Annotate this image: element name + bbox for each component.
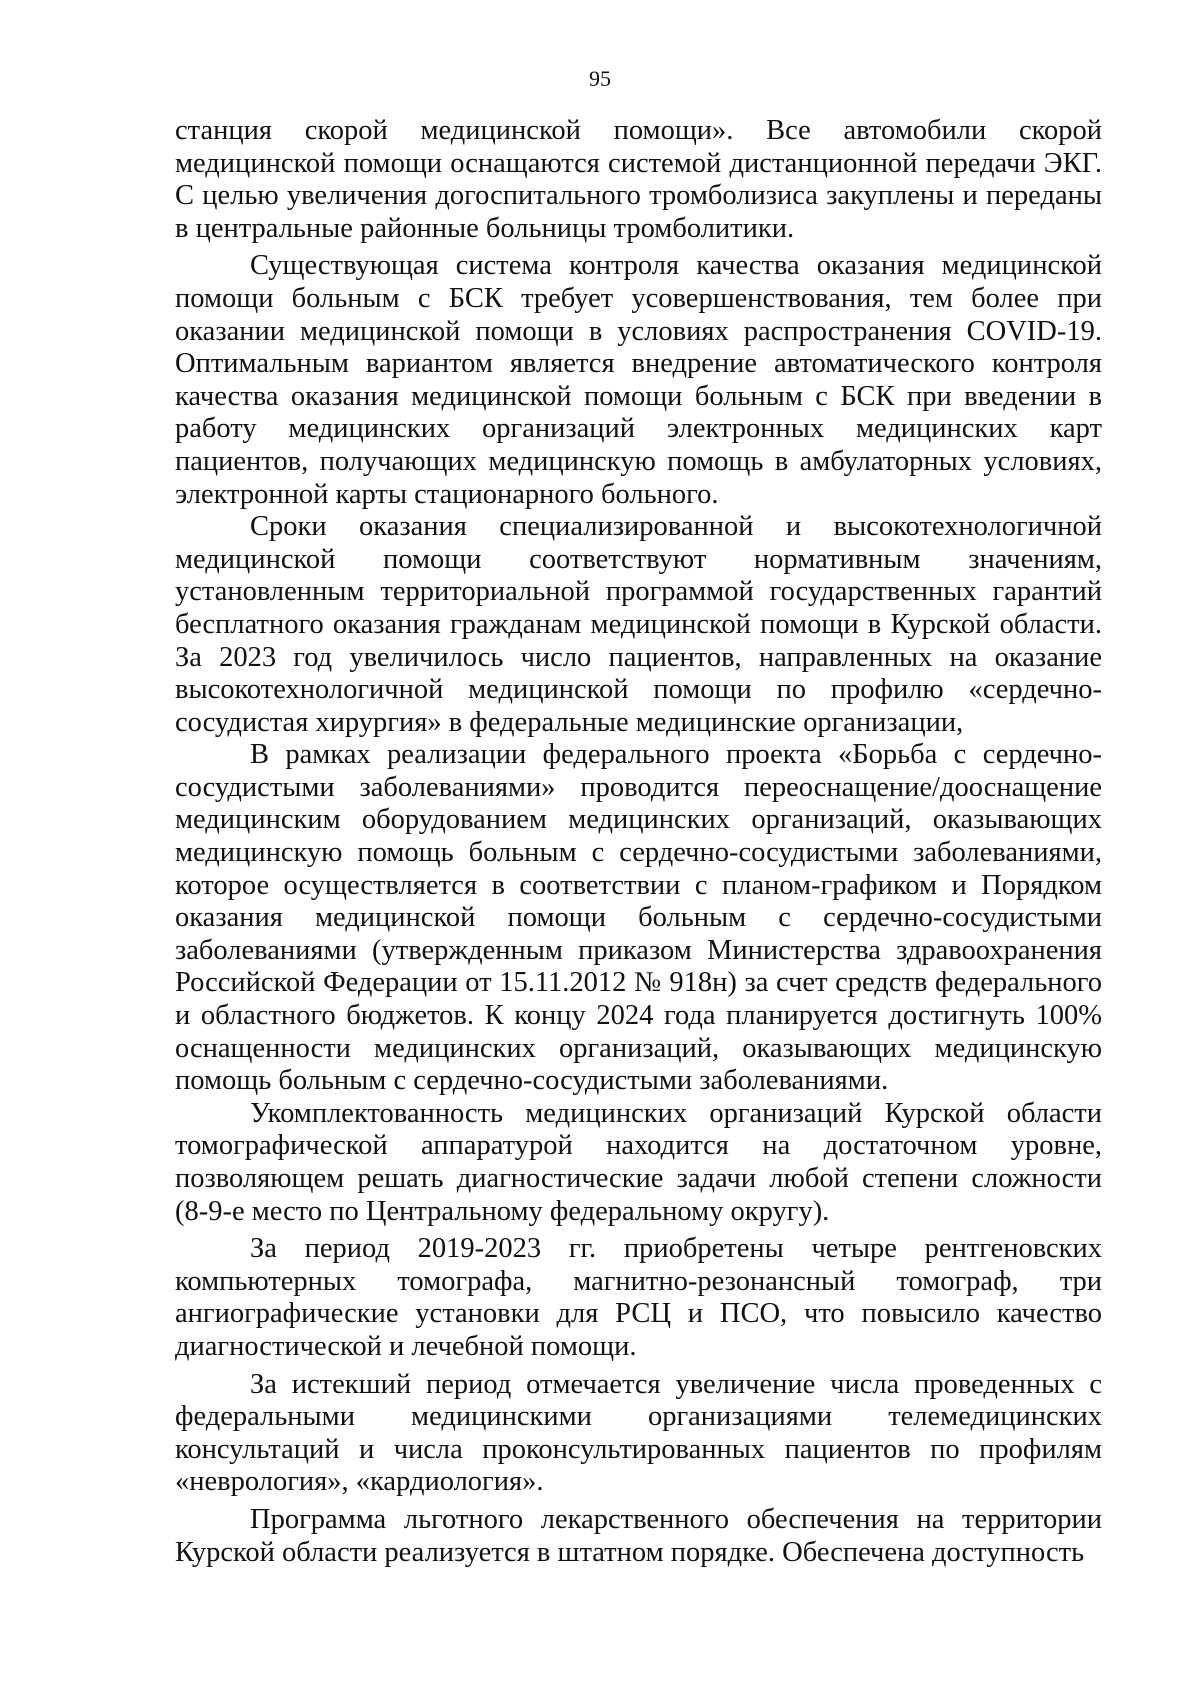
page-number: 95 xyxy=(589,66,611,91)
paragraph-specialized-care-terms: Сроки оказания специализированной и высокотехнологичной медицинской помощи соответствуют нормативным значениям, установленным территориальной программой государственных гарантий бесплатного оказания гражданам медицинской помощи в Курской области. За 2023 год увеличилось число пациентов, направленных на оказание высокотехнологичной медицинской помощи по профилю «сердечно-сосудистая хирургия» в федеральные медицинские организации, xyxy=(175,511,1102,738)
paragraph-federal-project: В рамках реализации федерального проекта «Борьба с сердечно-сосудистыми заболеваниями» проводится переоснащение/дооснащение медицинским оборудованием медицинских организаций, оказывающих медицинскую помощь больным с сердечно-сосудистыми заболеваниями, которое осуществляется в соответствии с планом-графиком и Порядком оказания медицинской помощи больным с сердечно-сосудистыми заболеваниями (утвержденным приказом Министерства здравоохранения Российской Федерации от 15.11.2012 № 918н) за счет средств федерального и областного бюджетов. К концу 2024 года планируется достигнуть 100% оснащенности медицинских организаций, оказывающих медицинскую помощь больным с сердечно-сосудистыми заболеваниями. xyxy=(175,739,1102,1097)
paragraph-tomography-equipment: Укомплектованность медицинских организаций Курской области томографической аппаратурой находится на достаточном уровне, позволяющем решать диагностические задачи любой степени сложности (8-9-е место по Центральному федеральному округу). xyxy=(175,1097,1102,1227)
paragraph-telemedicine: За истекший период отмечается увеличение числа проведенных с федеральными медицинскими организациями телемедицинских консультаций и числа проконсультированных пациентов по профилям «неврология», «кардиология». xyxy=(175,1368,1102,1498)
paragraph-ambulance-ecg: станция скорой медицинской помощи». Все автомобили скорой медицинской помощи оснащаются системой дистанционной передачи ЭКГ. С целью увеличения догоспитального тромболизиса закуплены и переданы в центральные районные больницы тромболитики. xyxy=(175,115,1102,244)
paragraph-quality-control: Существующая система контроля качества оказания медицинской помощи больным с БСК требует усовершенствования, тем более при оказании медицинской помощи в условиях распространения COVID-19. Оптимальным вариантом является внедрение автоматического контроля качества оказания медицинской помощи больным с БСК при введении в работу медицинских организаций электронных медицинских карт пациентов, получающих медицинскую помощь в амбулаторных условиях, электронной карты стационарного больного. xyxy=(175,250,1102,510)
paragraph-acquired-equipment: За период 2019-2023 гг. приобретены четыре рентгеновских компьютерных томографа, магнитно-резонансный томограф, три ангиографические установки для РСЦ и ПСО, что повысило качество диагностической и лечебной помощи. xyxy=(175,1233,1102,1362)
paragraph-drug-provision: Программа льготного лекарственного обеспечения на территории Курской области реализуется в штатном порядке. Обеспечена доступность xyxy=(175,1503,1102,1568)
document-body xyxy=(175,115,1102,1569)
